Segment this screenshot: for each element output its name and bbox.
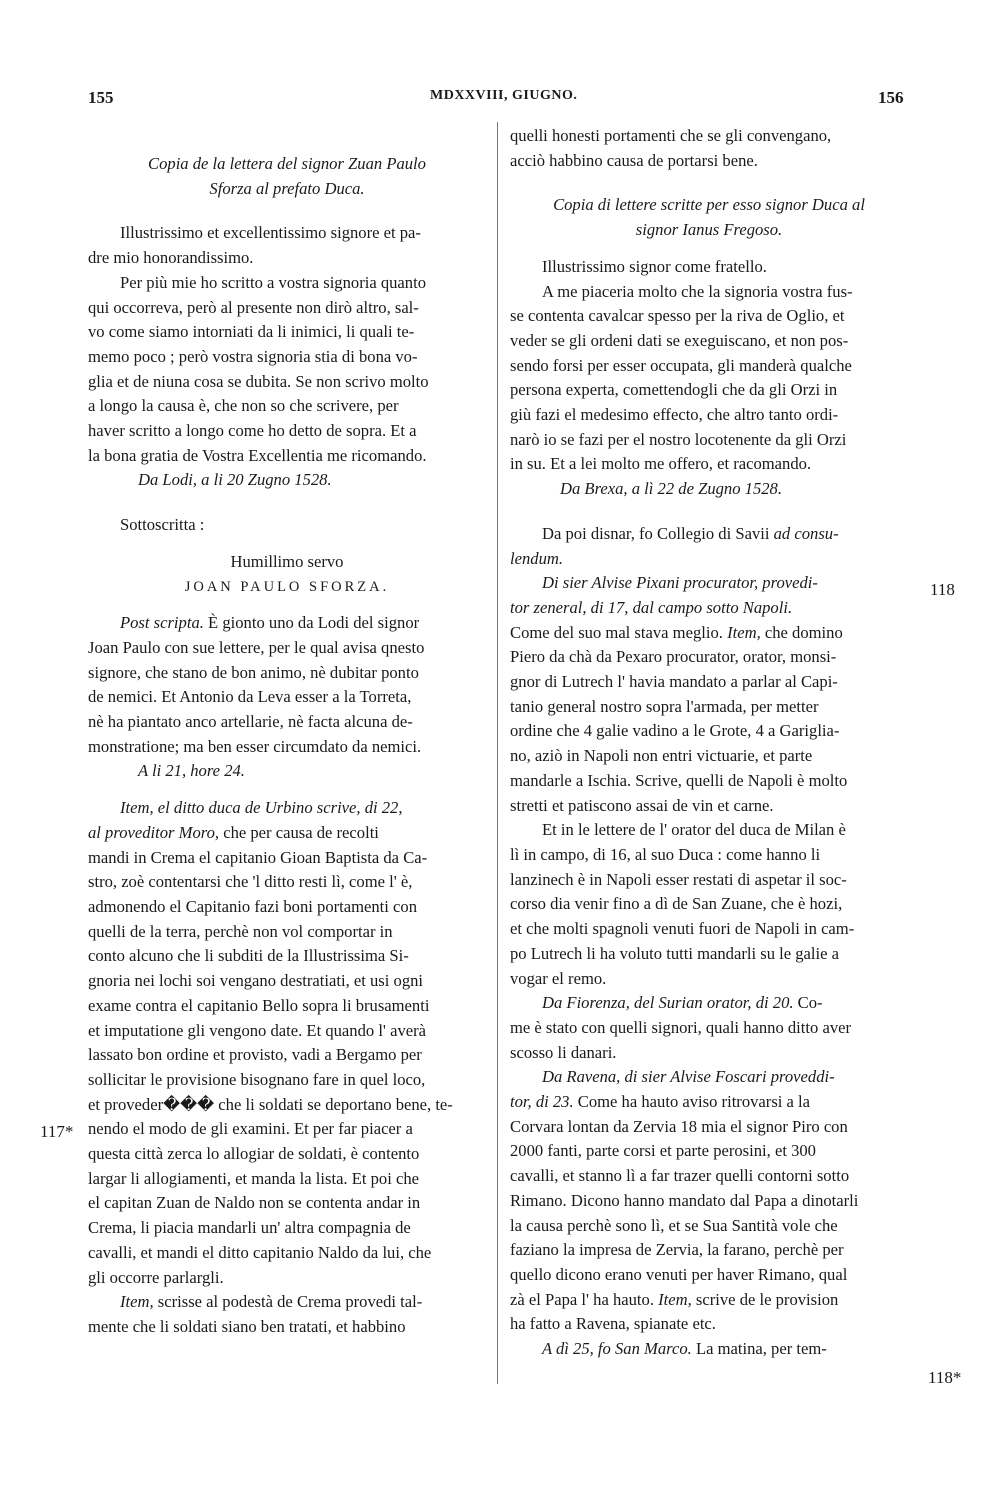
text-line: sendo forsi per esser occupata, gli manderà qualche — [510, 355, 852, 375]
page-number-left: 155 — [88, 88, 114, 107]
left-column — [88, 124, 486, 1340]
margin-number-right: 118 — [930, 580, 955, 599]
date-line: Da Lodi, a li 20 Zugno 1528. — [138, 470, 332, 490]
text-line: cavalli, et stanno lì a far trazer quelli contorni sotto — [510, 1166, 850, 1186]
text-span: Come ha hauto aviso ritrovarsi a la — [573, 1092, 811, 1112]
text-line: exame contra el capitanio Bello sopra li brusamenti — [88, 995, 430, 1015]
text-span: Come del suo mal stava meglio. — [510, 622, 728, 642]
text-line: questa città zerca lo allogiar de soldati, è contento — [88, 1144, 420, 1164]
text-line: acciò habbino causa de portarsi bene. — [510, 150, 758, 170]
text-line: lassato bon ordine et provisto, vadi a Bergamo per — [88, 1045, 422, 1065]
sottoscritta: Sottoscritta : — [120, 515, 205, 535]
text-line: gnor di Lutrech l' havia mandato a parlar al Capi- — [510, 672, 838, 692]
italic-span: tor, di 23. — [510, 1092, 574, 1112]
text-line: de nemici. Et Antonio da Leva esser a la Torreta, — [88, 687, 412, 707]
text-span: Da poi disnar, fo Collegio di Savii — [542, 523, 774, 543]
date-line: Da Brexa, a lì 22 de Zugno 1528. — [560, 479, 782, 499]
text-line: Joan Paulo con sue lettere, per le qual avisa qnesto — [88, 637, 425, 657]
running-header: MDXXVIII, GIUGNO. — [430, 88, 578, 103]
text-line: et proveder��� che li soldati se deportano bene, te- — [88, 1094, 453, 1114]
text-line — [510, 621, 908, 646]
text-line: monstratione; ma ben esser circumdato da nemici. — [88, 736, 422, 756]
signature: JOAN PAULO SFORZA. — [184, 578, 390, 595]
text-line: nendo el modo de gli examini. Et per far piacer a — [88, 1119, 413, 1139]
salutation: Illustrissimo signor come fratello. — [542, 256, 767, 276]
italic-span: Item, — [658, 1289, 692, 1309]
text-span: che domino — [760, 622, 843, 642]
text-line: vo come siamo intorniati da li inimici, li quali te- — [88, 322, 415, 342]
text-line: me è stato con quelli signori, quali hanno ditto aver — [510, 1017, 852, 1037]
letter-title: Sforza al prefato Duca. — [209, 178, 365, 198]
ps-label: Post scripta. — [120, 613, 204, 633]
margin-number-left: 117* — [40, 1122, 74, 1141]
ps-text: È gionto uno da Lodi del signor — [203, 613, 420, 633]
text-line: mente che li soldati siano ben tratati, et habbino — [88, 1316, 406, 1336]
text-line: Per più mie ho scritto a vostra signoria quanto — [120, 272, 427, 292]
text-line — [510, 1090, 908, 1115]
text-line: Crema, li piacia mandarli un' altra compagnia de — [88, 1218, 411, 1238]
text-line: quelli honesti portamenti che se gli convengano, — [510, 126, 832, 145]
text-line: nè ha piantato anco artellarie, nè facta alcuna de- — [88, 712, 413, 732]
italic-span: A dì 25, fo San Marco. — [542, 1339, 692, 1359]
text-line: in su. Et a lei molto me offero, et racomando. — [510, 454, 812, 474]
text-line: scosso li danari. — [510, 1042, 617, 1062]
text-line: conto alcuno che li subditi de la Illustrissima Si- — [88, 946, 409, 966]
text-line: Rimano. Dicono hanno mandato dal Papa a dinotarli — [510, 1190, 859, 1210]
text-span: scrive de le provision — [691, 1289, 839, 1309]
text-line: tor zeneral, di 17, dal campo sotto Napoli. — [510, 597, 793, 617]
text-line: Di sier Alvise Pixani procurator, provedi- — [542, 573, 818, 593]
text-line: lì in campo, di 16, al suo Duca : come hanno li — [510, 844, 821, 864]
post-scripta-line — [88, 611, 486, 636]
text-line: 2000 fanti, parte corsi et parte perosini, et 300 — [510, 1141, 816, 1161]
text-line: lanzinech è in Napoli esser restati di aspetar il soc- — [510, 869, 847, 889]
text-line — [510, 991, 908, 1016]
text-line: stretti et patiscono assai de vin et carne. — [510, 795, 774, 815]
text-line: cavalli, et mandi el ditto capitanio Naldo da lui, che — [88, 1242, 432, 1262]
salutation: Illustrissimo et excellentissimo signore et pa- — [120, 223, 421, 243]
text-line: Corvara lontan da Zervia 18 mia el signor Piro con — [510, 1116, 848, 1136]
text-line: Item, el ditto duca de Urbino scrive, di 22, — [120, 798, 403, 818]
text-line — [88, 821, 486, 846]
salutation: dre mio honorandissimo. — [88, 248, 254, 268]
text-line: Piero da chà da Pexaro procurator, orator, monsi- — [510, 647, 837, 667]
text-line: quelli de la terra, perchè non vol comportar in — [88, 921, 393, 941]
text-line: po Lutrech li ha voluto tutti mandarli su le galie a — [510, 943, 840, 963]
letter-title: Copia de la lettera del signor Zuan Paulo — [148, 154, 426, 173]
text-line: lendum. — [510, 548, 563, 568]
text-line: glia et de niuna cosa se dubita. Se non scrivo molto — [88, 371, 429, 391]
text-line: giù fazi el medesimo effecto, che altro tanto ordi- — [510, 405, 839, 425]
text-line — [510, 522, 908, 547]
right-column — [510, 124, 908, 1362]
text-line: faziano la impresa de Zervia, la farano, perchè per — [510, 1240, 844, 1260]
margin-number-right-star: 118* — [928, 1368, 962, 1387]
text-line: vogar el remo. — [510, 968, 607, 988]
text-span: che per causa de recolti — [219, 822, 379, 842]
text-line: haver scritto a longo come ho detto de sopra. Et a — [88, 421, 417, 441]
text-line: ha fatto a Ravena, spianate etc. — [510, 1314, 716, 1334]
text-line: quello dicono erano venuti per haver Rimano, qual — [510, 1264, 848, 1284]
text-line: largar li allogiamenti, et manda la lista. Et poi che — [88, 1168, 419, 1188]
text-line: la causa perchè sono lì, et se Sua Santità vole che — [510, 1215, 838, 1235]
text-line: Et in le lettere de l' orator del duca de Milan è — [542, 820, 846, 840]
text-line — [510, 1288, 908, 1313]
text-line: memo poco ; però vostra signoria stia di bona vo- — [88, 346, 418, 366]
text-line: corso dia venir fino a dì de San Zuane, che è hozi, — [510, 894, 843, 914]
text-line — [88, 1290, 486, 1315]
text-line: signore, che stano de bon animo, nè dubitar ponto — [88, 662, 419, 682]
text-line: stro, zoè contentarsi che 'l ditto resti lì, come l' è, — [88, 872, 413, 892]
letter-title: Copia di lettere scritte per esso signor Duca al — [553, 195, 865, 215]
text-line: persona experta, comettendogli che da gli Orzi in — [510, 380, 838, 400]
italic-span: al proveditor Moro, — [88, 822, 220, 842]
text-line: a longo la causa è, che non so che scrivere, per — [88, 396, 399, 416]
text-line: qui occorreva, però al presente non dirò altro, sal- — [88, 297, 419, 317]
text-line: narò io se fazi per el nostro locotenente da gli Orzi — [510, 429, 847, 449]
text-line: veder se gli ordeni dati se exeguiscano, et non pos- — [510, 330, 849, 350]
column-divider — [497, 122, 498, 1384]
text-line: A me piaceria molto che la signoria vostra fus- — [542, 281, 853, 301]
text-span: scrisse al podestà de Crema provedi tal- — [153, 1292, 423, 1312]
italic-span: Da Fiorenza, del Surian orator, di 20. — [542, 993, 794, 1013]
italic-span: Item, — [727, 622, 761, 642]
text-line: tanio general nostro sopra l'armada, per metter — [510, 696, 819, 716]
text-line: et che molti spagnoli venuti fuori de Napoli in cam- — [510, 919, 855, 939]
text-line: sollicitar le provisione bisognano fare in quel loco, — [88, 1069, 426, 1089]
letter-title: signor Ianus Fregoso. — [635, 220, 783, 240]
text-span: Co- — [793, 993, 823, 1013]
text-line: gnoria nei lochi soi vengano destratiati, et usi ogni — [88, 971, 424, 991]
text-line: el capitan Zuan de Naldo non se contenta andar in — [88, 1193, 421, 1213]
text-line — [510, 1337, 908, 1362]
text-line: la bona gratia de Vostra Excellentia me ricomando. — [88, 445, 427, 465]
text-line: admonendo el Capitanio fazi boni portamenti con — [88, 896, 418, 916]
text-line: ordine che 4 galie vadino a le Grote, 4 a Gariglia- — [510, 721, 840, 741]
humillimo: Humillimo servo — [230, 551, 344, 571]
text-span: zà el Papa l' ha hauto. — [510, 1289, 659, 1309]
text-line: et imputatione gli vengono date. Et quando l' averà — [88, 1020, 426, 1040]
text-line: no, aziò in Napoli non entri victuarie, et parte — [510, 746, 813, 766]
italic-span: ad consu- — [773, 523, 839, 543]
text-line: Da Ravena, di sier Alvise Foscari proveddi- — [542, 1067, 835, 1087]
date-line: A li 21, hore 24. — [138, 761, 245, 781]
text-span: La matina, per tem- — [691, 1339, 827, 1359]
italic-span: Item, — [120, 1292, 154, 1312]
text-line: mandarle a Ischia. Scrive, quelli de Napoli è molto — [510, 770, 848, 790]
text-line: se contenta cavalcar spesso per la riva de Oglio, et — [510, 306, 845, 326]
text-line: mandi in Crema el capitanio Gioan Baptista da Ca- — [88, 847, 428, 867]
text-line: gli occorre parlargli. — [88, 1267, 224, 1287]
page-number-right: 156 — [878, 88, 904, 107]
